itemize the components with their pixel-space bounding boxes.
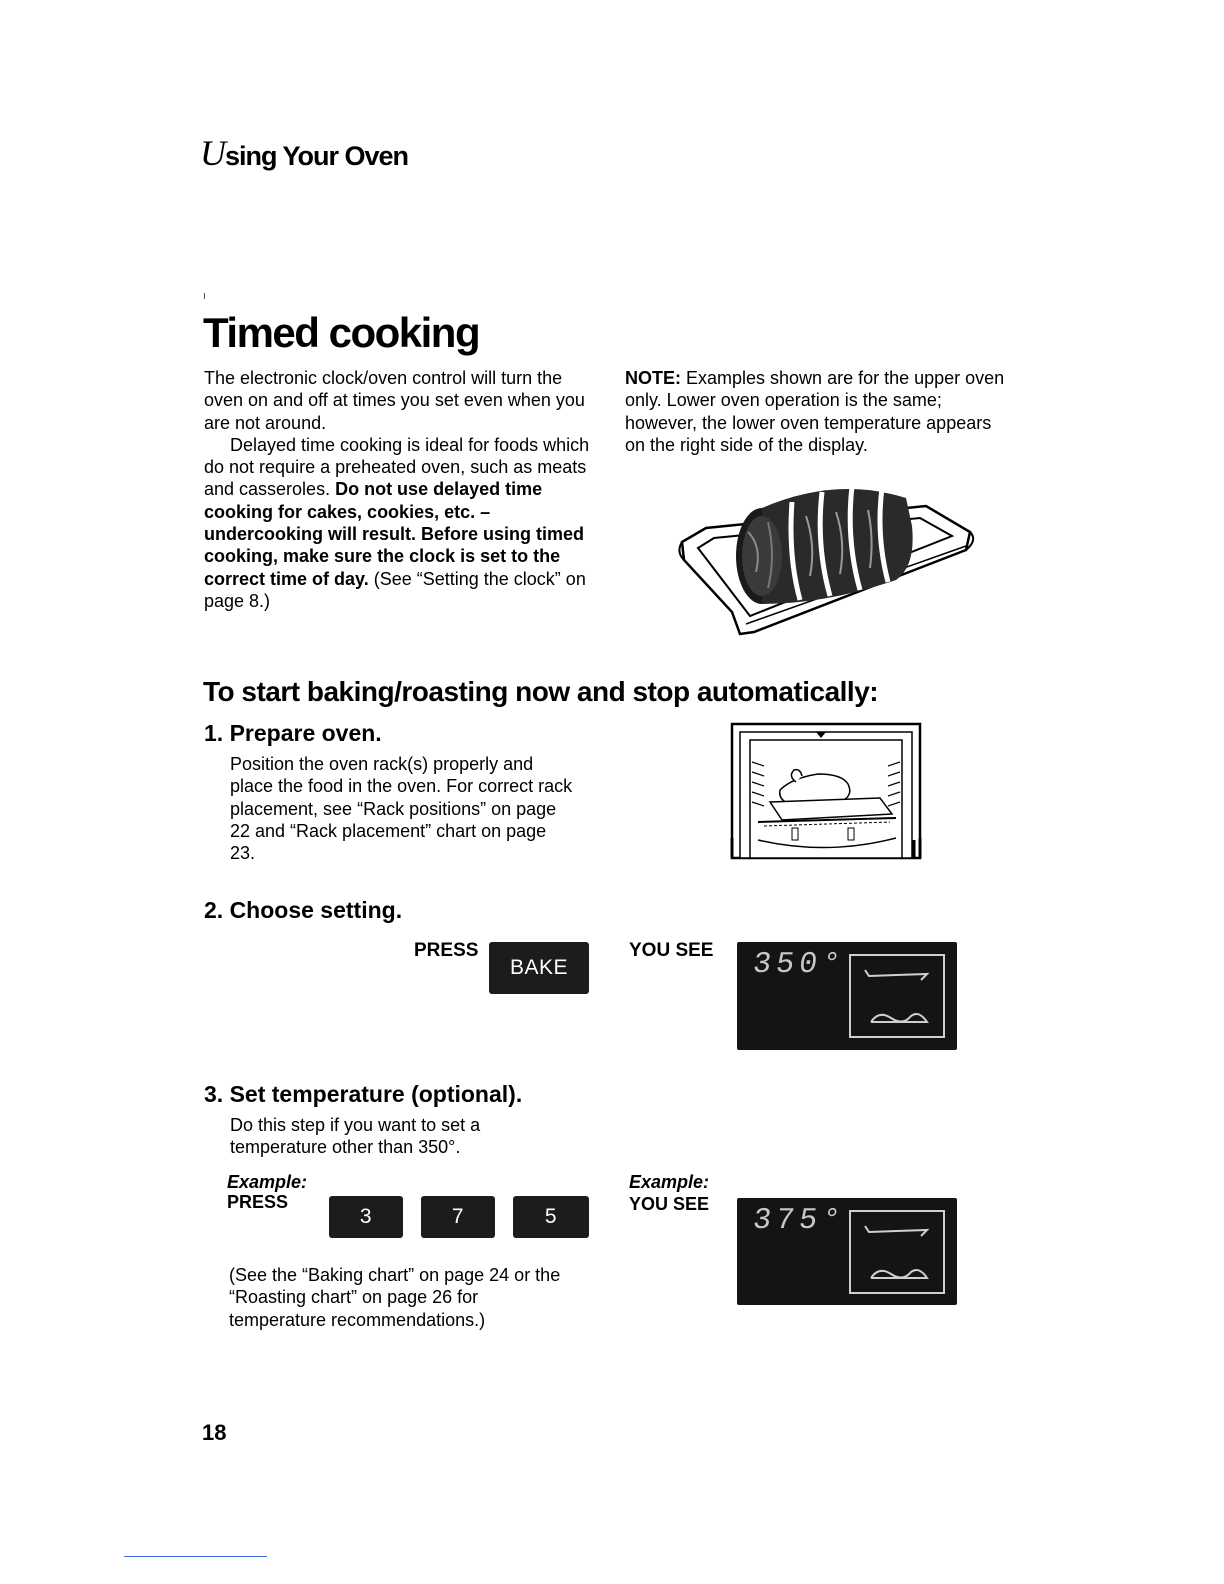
key-5[interactable]: 5 — [513, 1196, 589, 1238]
roast-in-pan-illustration — [676, 476, 976, 640]
bake-key[interactable]: BAKE — [489, 942, 589, 994]
step-2-heading: 2. Choose setting. — [204, 897, 403, 923]
key-7[interactable]: 7 — [421, 1196, 495, 1238]
press-label: PRESS — [414, 940, 479, 961]
display-temperature: 350° — [750, 948, 848, 982]
step-3-heading: 3. Set temperature (optional). — [204, 1081, 523, 1107]
oven-display — [737, 942, 957, 1050]
running-header-initial: U — [200, 133, 225, 173]
display-temperature-example: 375° — [750, 1204, 848, 1238]
example-label-right: Example: — [629, 1172, 710, 1192]
note-paragraph — [625, 367, 1015, 456]
oven-interior-illustration — [730, 722, 922, 860]
footer-rule — [124, 1556, 267, 1557]
intro-paragraph-2 — [204, 434, 596, 612]
intro-text — [204, 367, 596, 612]
running-header — [200, 132, 408, 174]
upper-oven-indicator — [849, 954, 945, 1038]
section-heading: To start baking/roasting now and stop automatically: — [203, 676, 879, 707]
note-text — [625, 367, 1015, 456]
press-label-2: PRESS — [227, 1192, 289, 1212]
step-3-body: Do this step if you want to set a temperature other than 350°. — [230, 1115, 481, 1158]
running-header-text: sing Your Oven — [225, 141, 409, 171]
intro-warning: Do not use delayed time cooking for cakes, cookies, etc. – undercooking will result. Before using timed cooking, make sure the clock is set to the correct time of day. — [204, 479, 585, 589]
step-1-heading: 1. Prepare oven. — [204, 720, 382, 746]
page-number: 18 — [202, 1420, 227, 1445]
oven-display-example — [737, 1198, 957, 1305]
intro-paragraph-1: The electronic clock/oven control will turn the oven on and off at times you set even when you are not around. — [204, 368, 585, 433]
page-title: Timed cooking — [203, 309, 480, 356]
step-1-body: Position the oven rack(s) properly and place the food in the oven. For correct rack placement, see “Rack positions” on page 22 and “Rack placement” chart on page 23. — [230, 754, 573, 864]
upper-oven-indicator-example — [849, 1210, 945, 1294]
note-label: NOTE: — [625, 368, 681, 388]
intro-p2-tail: (See “Setting the clock” on page 8.) — [204, 568, 586, 611]
you-see-label: YOU SEE — [629, 940, 714, 961]
key-3[interactable]: 3 — [329, 1196, 403, 1238]
step-3-footnote: (See the “Baking chart” on page 24 or the “Roasting chart” on page 26 for temperature recommendations.) — [229, 1265, 561, 1330]
example-label-left: Example: — [227, 1172, 308, 1192]
stray-mark — [204, 293, 205, 299]
note-body: Examples shown are for the upper oven only. Lower oven operation is the same; however, the lower oven temperature appears on the right side of the display. — [625, 368, 1005, 455]
intro-p2-lead: Delayed time cooking is ideal for foods which do not require a preheated oven, such as meats and casseroles. — [204, 434, 590, 500]
you-see-label-2: YOU SEE — [629, 1194, 710, 1214]
